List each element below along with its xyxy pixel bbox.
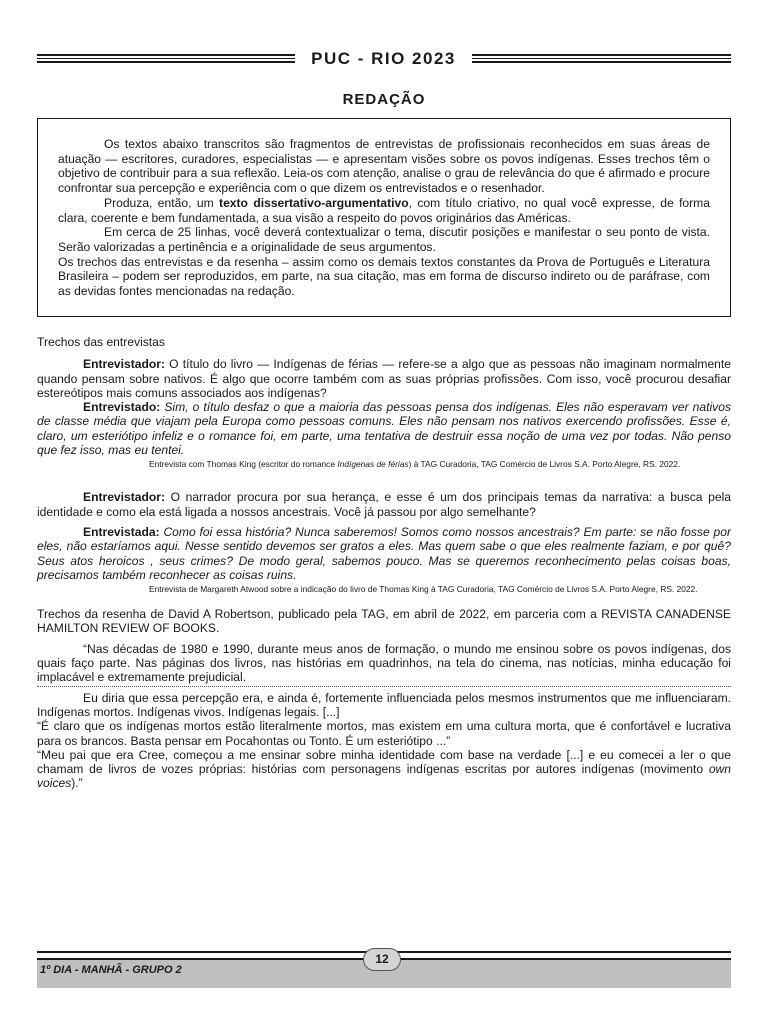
header-rule-left bbox=[37, 54, 295, 63]
review-quote-1: “Nas décadas de 1980 e 1990, durante meus anos de formação, o mundo me ensinou sobre os povos indígenas, dos quais faço parte. Nas páginas dos livros, nas histórias em quadrinhos, na tela do cinema, nas notícias, minha educação foi implacável e extremamente prejudicial. bbox=[37, 641, 731, 685]
instructions-p2-start: Produza, então, um bbox=[104, 195, 220, 210]
instructions-paragraph-3: Em cerca de 25 linhas, você deverá contextualizar o tema, discutir posições e manifestar o seu ponto de vista. Serão valorizadas a pertinência e a originalidade de seus argumentos. bbox=[58, 225, 710, 254]
main-content bbox=[37, 335, 731, 791]
interview-2-question-text: O narrador procura por sua herança, e esse é um dos principais temas da narrativa: a busca pela identidade e como ela está ligada a nossos ancestrais. Você já passou por algo semelhante? bbox=[37, 490, 731, 519]
review-quote-3: “É claro que os indígenas mortos estão literalmente mortos, mas existem em uma cultura morta, que é confortável e lucrativa para os brancos. Basta pensar em Pocahontas ou Tonto. É um esteriótipo ...” bbox=[37, 719, 731, 748]
interview-2-question bbox=[37, 490, 731, 519]
interviewer-label: Entrevistador: bbox=[83, 357, 165, 372]
header-rule-right bbox=[472, 54, 731, 63]
instructions-paragraph-4: Os trechos das entrevistas e da resenha – assim como os demais textos constantes da Prova de Português e Literatura Brasileira – podem ser reproduzidos, em parte, na sua citação, mas em forma de discurso indireto ou de paráfrase, com as devidas fontes mencionadas na redação. bbox=[58, 254, 710, 299]
instructions-p2-end: , com título criativo, no qual você expresse, de forma clara, coerente e bem fundamentada, a sua visão a respeito do povos originários das Américas. bbox=[58, 195, 710, 225]
instructions-box bbox=[37, 118, 731, 317]
interview-2-answer-text: Como foi essa história? Nunca saberemos! Somos como nossos ancestrais? Em parte: se não fosse por eles, não estaríamos aqui. Nesse sentido devemos ser gratos a eles. Mas quem sabe o que eles realmente faziam, e por quê? Seus atos heroicos , seus crimes? De modo geral, sabemos pouco. Mas se queremos reconhecimento pelas coisas boas, precisamos também reconhecer as coisas ruins. bbox=[37, 524, 731, 582]
review-quote-2: Eu diria que essa percepção era, e ainda é, fortemente influenciada pelos mesmos instrumentos que me influenciaram. Indígenas mortos. Indígenas vivos. Indígenas legais. [...] bbox=[37, 690, 731, 719]
interview-2-citation: Entrevista de Margareth Atwood sobre a indicação do livro de Thomas King à TAG Curadoria, TAG Comércio de Livros S.A. Porto Alegre, RS. 2022. bbox=[149, 584, 698, 595]
footer-label: 1º DIA - MANHÃ - GRUPO 2 bbox=[40, 964, 182, 976]
page-number: 12 bbox=[363, 948, 401, 971]
interview-1-question bbox=[37, 357, 731, 400]
omission-dotted-line bbox=[37, 686, 731, 687]
review-quote-4 bbox=[37, 748, 731, 791]
review-quote-4-term: own voices bbox=[37, 762, 731, 791]
citation-1-start: Entrevista com Thomas King (escritor do romance bbox=[149, 459, 338, 470]
interviewer-label: Entrevistador: bbox=[83, 490, 165, 505]
review-quote-4-end: ).” bbox=[71, 776, 83, 791]
interview-1-answer-text: Sim, o título desfaz o que a maioria das pessoas pensa dos indígenas. Eles não esperavam ver nativos de classe média que viajam pela Europa como pessoas comuns. Eles não pensam nos nativos exercendo profissões. Esse é, claro, um esteriótipo infeliz e o romance foi, em parte, uma tentativa de destruir essa noção de uma vez por todas. Não penso que fez isso, mas eu tentei. bbox=[37, 400, 731, 458]
interview-1-answer bbox=[37, 400, 731, 457]
interview-1-question-text: O título do livro — Indígenas de férias — refere-se a algo que as pessoas não imaginam normalmente quando pensam sobre nativos. É algo que ocorre também com as suas próprias profissões. Com isso, você procurou desafiar estereótipos mais comuns associados aos indígenas? bbox=[37, 357, 731, 400]
interviewee-label: Entrevistada: bbox=[83, 524, 160, 539]
instructions-genre-emphasis: texto dissertativo-argumentativo bbox=[219, 195, 409, 210]
interview-2-answer bbox=[37, 525, 731, 582]
section-title: REDAÇÃO bbox=[342, 91, 426, 108]
exam-title: PUC - RIO 2023 bbox=[311, 49, 456, 68]
interviews-heading: Trechos das entrevistas bbox=[37, 335, 165, 349]
instructions-paragraph-1: Os textos abaixo transcritos são fragmentos de entrevistas de profissionais reconhecidos em suas áreas de atuação — escritores, curadores, especialistas — e apresentam visões sobre os povos indígenas. Esses trechos têm o objetivo de contribuir para a sua reflexão. Leia-os com atenção, analise o grau de relevância do que é afirmado e procure confrontar sua percepção e experiência com o que dizem os entrevistados e o resenhador. bbox=[58, 137, 710, 196]
citation-1-end: ) à TAG Curadoria, TAG Comércio de Livros S.A. Porto Alegre, RS. 2022. bbox=[408, 459, 681, 470]
interview-1-citation bbox=[149, 459, 731, 470]
interviewee-label: Entrevistado: bbox=[83, 400, 161, 415]
instructions-paragraph-2 bbox=[58, 196, 710, 225]
citation-1-book-title: Indígenas de férias bbox=[337, 459, 409, 470]
review-quote-4-start: “Meu pai que era Cree, começou a me ensinar sobre minha identidade com base na verdade [...] e eu comecei a ler o que chamam de livros de vozes próprias: histórias com personagens indígenas escritas por autores indígenas (movimento bbox=[37, 747, 731, 777]
review-heading: Trechos da resenha de David A Robertson, publicado pela TAG, em abril de 2022, em parceria com a REVISTA CANADENSE HAMILTON REVIEW OF BOOKS. bbox=[37, 607, 731, 636]
